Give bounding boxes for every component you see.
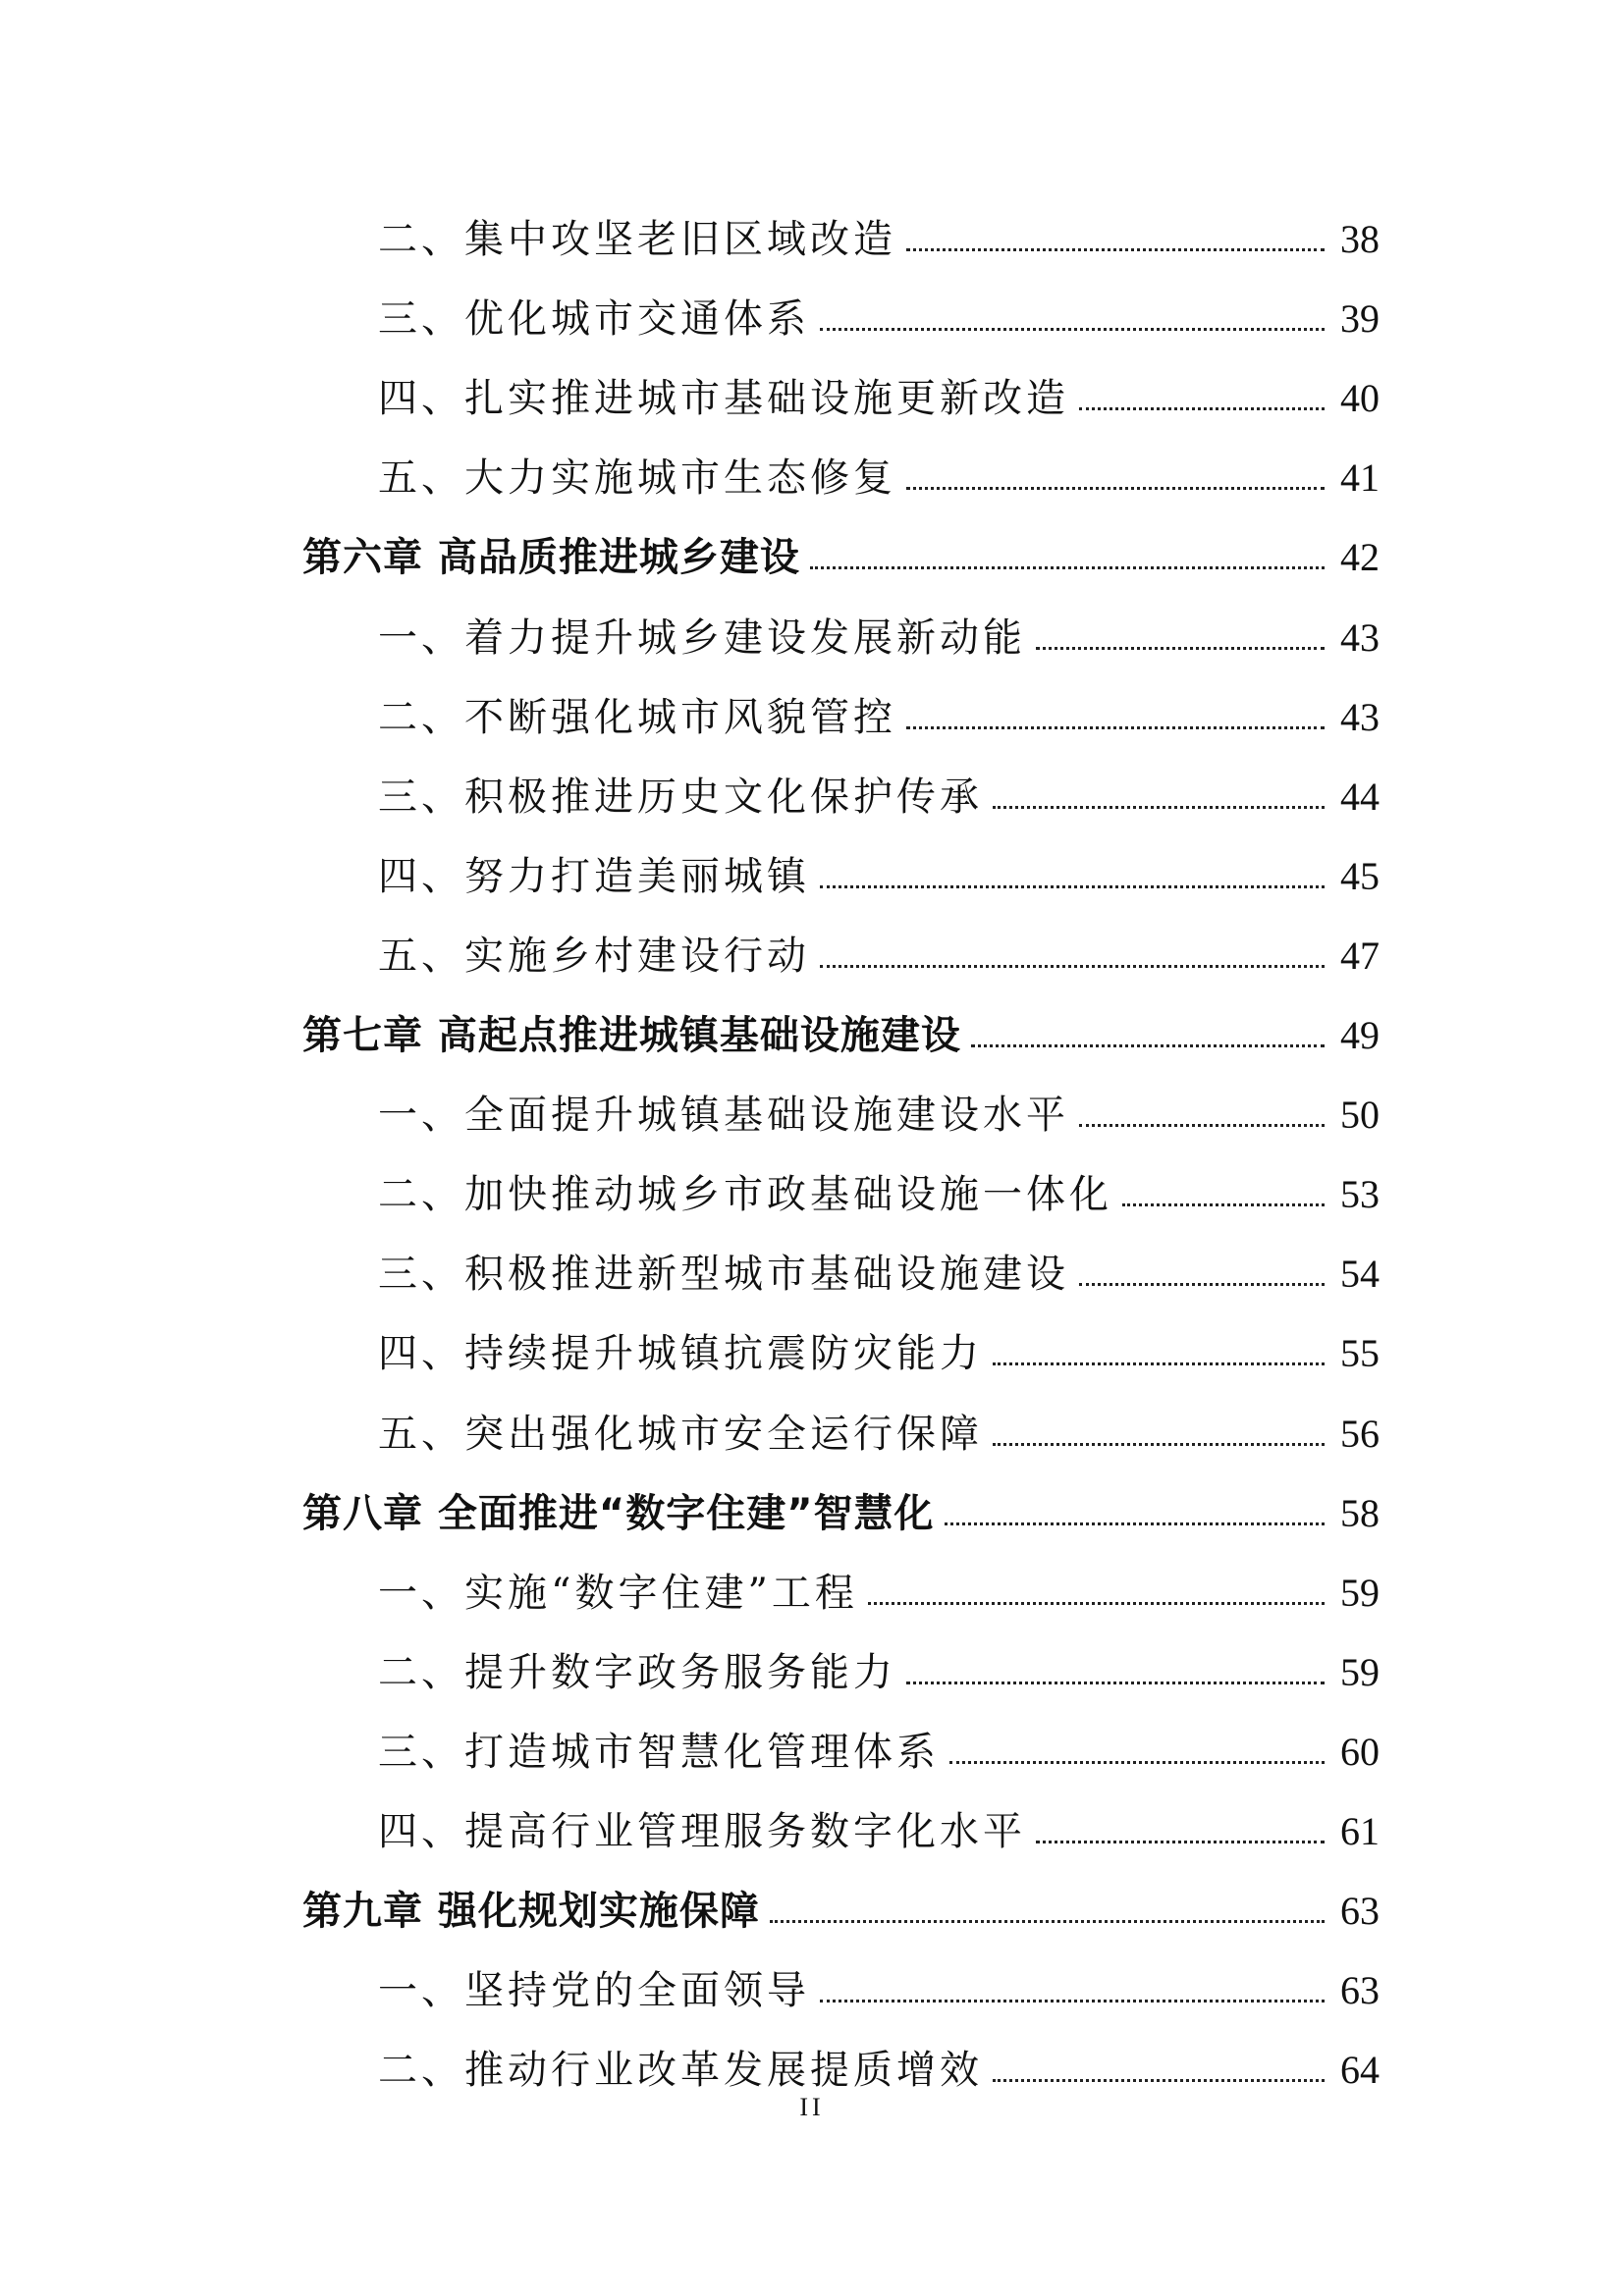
toc-section-entry[interactable]	[378, 1719, 1380, 1778]
toc-entry-page-number: 60	[1340, 1729, 1380, 1774]
toc-entry-page-number: 63	[1340, 1968, 1380, 2013]
dot-leader	[868, 1602, 1325, 1605]
toc-section-entry[interactable]	[378, 1241, 1380, 1300]
toc-chapter-entry[interactable]	[302, 524, 1380, 583]
toc-section-entry[interactable]	[378, 206, 1380, 265]
toc-entry-title: 第八章 全面推进“数字住建”智慧化	[302, 1490, 935, 1536]
toc-entry-page-number: 61	[1340, 1809, 1380, 1853]
dot-leader	[993, 2079, 1325, 2082]
toc-section-entry[interactable]	[378, 1401, 1380, 1460]
toc-section-entry[interactable]	[378, 764, 1380, 823]
toc-entry-title: 四、扎实推进城市基础设施更新改造	[378, 376, 1069, 422]
dot-leader	[1036, 1841, 1325, 1843]
toc-entry-page-number: 45	[1340, 853, 1380, 898]
toc-section-entry[interactable]	[378, 1320, 1380, 1379]
toc-section-entry[interactable]	[378, 2037, 1380, 2096]
dot-leader	[820, 2000, 1325, 2002]
toc-entry-title: 五、实施乡村建设行动	[378, 933, 810, 979]
toc-section-entry[interactable]	[378, 1957, 1380, 2016]
toc-entry-title: 四、提高行业管理服务数字化水平	[378, 1809, 1026, 1854]
toc-entry-page-number: 43	[1340, 694, 1380, 739]
toc-entry-page-number: 59	[1340, 1649, 1380, 1694]
toc-entry-title: 第六章 高品质推进城乡建设	[302, 535, 800, 581]
toc-section-entry[interactable]	[378, 684, 1380, 743]
toc-chapter-entry[interactable]	[302, 1878, 1380, 1937]
dot-leader	[1122, 1203, 1325, 1206]
dot-leader	[971, 1044, 1325, 1047]
toc-entry-title: 第七章 高起点推进城镇基础设施建设	[302, 1013, 961, 1058]
toc-entry-title: 一、全面提升城镇基础设施建设水平	[378, 1093, 1069, 1139]
toc-entry-page-number: 63	[1340, 1889, 1380, 1934]
toc-entry-title: 二、加快推动城乡市政基础设施一体化	[378, 1172, 1112, 1218]
toc-chapter-entry[interactable]	[302, 1480, 1380, 1539]
toc-entry-title: 二、集中攻坚老旧区域改造	[378, 217, 896, 262]
toc-entry-title: 三、打造城市智慧化管理体系	[378, 1729, 940, 1775]
dot-leader	[820, 328, 1325, 331]
dot-leader	[1079, 1124, 1325, 1127]
toc-entry-title: 三、优化城市交通体系	[378, 296, 810, 343]
toc-entry-title: 三、积极推进历史文化保护传承	[378, 774, 983, 820]
page-number-footer: II	[799, 2093, 825, 2121]
toc-entry-title: 五、大力实施城市生态修复	[378, 455, 896, 502]
dot-leader	[945, 1522, 1325, 1525]
toc-entry-page-number: 47	[1340, 933, 1380, 978]
toc-entry-title: 二、提升数字政务服务能力	[378, 1649, 896, 1695]
toc-entry-page-number: 50	[1340, 1093, 1380, 1138]
toc-section-entry[interactable]	[378, 605, 1380, 664]
toc-section-entry[interactable]	[378, 923, 1380, 982]
toc-entry-title: 第九章 强化规划实施保障	[302, 1889, 760, 1935]
toc-entry-page-number: 38	[1340, 217, 1380, 261]
dot-leader	[906, 1682, 1325, 1684]
toc-entry-page-number: 64	[1340, 2048, 1380, 2093]
dot-leader	[820, 885, 1325, 888]
toc-entry-title: 四、持续提升城镇抗震防灾能力	[378, 1331, 983, 1377]
toc-entry-page-number: 53	[1340, 1172, 1380, 1217]
toc-section-entry[interactable]	[378, 1560, 1380, 1619]
dot-leader	[993, 1362, 1325, 1365]
dot-leader	[906, 248, 1325, 251]
toc-section-entry[interactable]	[378, 365, 1380, 424]
toc-entry-title: 一、坚持党的全面领导	[378, 1968, 810, 2014]
toc-entry-page-number: 41	[1340, 455, 1380, 501]
dot-leader	[1079, 1283, 1325, 1286]
toc-section-entry[interactable]	[378, 1639, 1380, 1698]
toc-section-entry[interactable]	[378, 1161, 1380, 1220]
toc-entry-page-number: 56	[1340, 1411, 1380, 1456]
toc-entry-title: 五、突出强化城市安全运行保障	[378, 1411, 983, 1457]
toc-entry-page-number: 42	[1340, 535, 1380, 580]
toc-entry-page-number: 58	[1340, 1490, 1380, 1535]
dot-leader	[770, 1920, 1325, 1923]
toc-entry-page-number: 43	[1340, 614, 1380, 660]
toc-entry-page-number: 59	[1340, 1570, 1380, 1615]
toc-section-entry[interactable]	[378, 843, 1380, 902]
dot-leader	[1036, 647, 1325, 650]
dot-leader	[906, 726, 1325, 729]
toc-entry-title: 二、不断强化城市风貌管控	[378, 694, 896, 740]
toc-chapter-entry[interactable]	[302, 1002, 1380, 1061]
toc-section-entry[interactable]	[378, 1798, 1380, 1857]
toc-entry-page-number: 54	[1340, 1252, 1380, 1297]
dot-leader	[810, 566, 1325, 569]
toc-entry-title: 一、实施“数字住建”工程	[378, 1570, 858, 1616]
dot-leader	[993, 806, 1325, 809]
dot-leader	[993, 1443, 1325, 1446]
toc-entry-page-number: 55	[1340, 1331, 1380, 1376]
toc-entry-page-number: 49	[1340, 1013, 1380, 1057]
toc-entry-title: 二、推动行业改革发展提质增效	[378, 2048, 983, 2094]
dot-leader	[820, 965, 1325, 968]
dot-leader	[949, 1761, 1325, 1764]
toc-section-entry[interactable]	[378, 1082, 1380, 1141]
toc-entry-title: 一、着力提升城乡建设发展新动能	[378, 614, 1026, 661]
dot-leader	[906, 487, 1325, 490]
toc-entry-title: 四、努力打造美丽城镇	[378, 853, 810, 899]
toc-entry-page-number: 40	[1340, 376, 1380, 421]
toc-section-entry[interactable]	[378, 286, 1380, 345]
toc-section-entry[interactable]	[378, 445, 1380, 504]
toc-entry-page-number: 44	[1340, 774, 1380, 819]
dot-leader	[1079, 407, 1325, 410]
toc-entry-title: 三、积极推进新型城市基础设施建设	[378, 1252, 1069, 1298]
toc-entry-page-number: 39	[1340, 296, 1380, 342]
